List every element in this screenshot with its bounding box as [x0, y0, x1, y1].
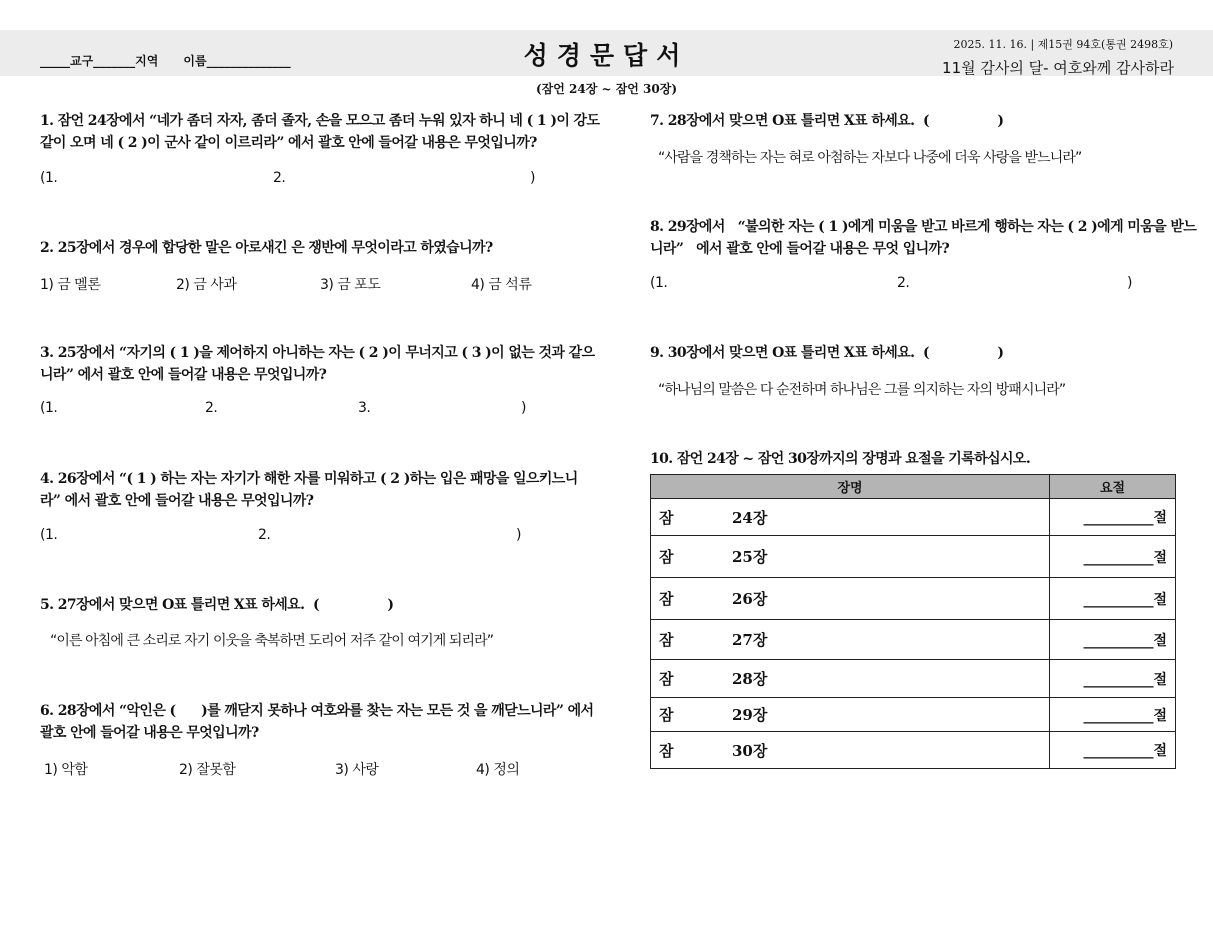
question-8: 8. 29장에서 “불의한 자는 ( 1 )에게 미움을 받고 바르게 행하는 자는 ( 2 )에게 미움을 받느 니라” 에서 괄호 안에 들어갈 내용은 무엇 입니까? — [650, 219, 1197, 257]
question-7: 7. 28장에서 맞으면 O표 틀리면 X표 하세요. ( ) — [650, 113, 1004, 129]
table-row: 잠 24장 __________절 — [651, 499, 1176, 536]
question-4: 4. 26장에서 “( 1 ) 하는 자는 자기가 해한 자를 미워하고 ( 2 )하는 입은 패망을 일으키느니 라” 에서 괄호 안에 들어갈 내용은 무엇입니까? — [40, 471, 578, 509]
document-title: 성경문답서 — [523, 41, 690, 70]
verse-blank[interactable]: __________절 — [1050, 536, 1176, 578]
table-row: 잠 30장 __________절 — [651, 732, 1176, 769]
verse-blank[interactable]: __________절 — [1050, 732, 1176, 769]
verse-blank[interactable]: __________절 — [1050, 698, 1176, 732]
question-2: 2. 25장에서 경우에 합당한 말은 아로새긴 은 쟁반에 무엇이라고 하였습니까? — [40, 240, 493, 256]
chapter-range: (잠언 24장 ~ 잠언 30장) — [535, 82, 678, 96]
verse-blank[interactable]: __________절 — [1050, 660, 1176, 698]
table-row: 잠 26장 __________절 — [651, 578, 1176, 620]
issue-info: 2025. 11. 16. | 제15권 94호(통권 2498호) — [953, 38, 1173, 51]
question-5-statement: “이른 아침에 큰 소리로 자기 이웃을 축복하면 도리어 저주 같이 여기게 되리라” — [50, 633, 494, 649]
question-6: 6. 28장에서 “악인은 ( )를 깨닫지 못하나 여호와를 찾는 자는 모든 것 을 깨닫느니라” 에서 괄호 안에 들어갈 내용은 무엇입니까? — [40, 703, 594, 741]
question-10: 10. 잠언 24장 ~ 잠언 30장까지의 장명과 요절을 기록하십시오. — [650, 451, 1031, 467]
question-7-statement: “사람을 경책하는 자는 혀로 아첨하는 자보다 나중에 더욱 사랑을 받느니라” — [658, 150, 1082, 166]
verse-blank[interactable]: __________절 — [1050, 499, 1176, 536]
table-row: 잠 29장 __________절 — [651, 698, 1176, 732]
table-row: 잠 25장 __________절 — [651, 536, 1176, 578]
name-fields: _____교구_______지역 이름______________ — [40, 54, 291, 68]
question-5: 5. 27장에서 맞으면 O표 틀리면 X표 하세요. ( ) — [40, 597, 394, 613]
verse-blank[interactable]: __________절 — [1050, 578, 1176, 620]
month-theme: 11월 감사의 달- 여호와께 감사하라 — [942, 59, 1174, 77]
question-9: 9. 30장에서 맞으면 O표 틀리면 X표 하세요. ( ) — [650, 345, 1004, 361]
verse-blank[interactable]: __________절 — [1050, 620, 1176, 660]
column-header-verse: 요절 — [1050, 475, 1176, 499]
question-3: 3. 25장에서 “자기의 ( 1 )을 제어하지 아니하는 자는 ( 2 )이 무너지고 ( 3 )이 없는 것과 같으 니라” 에서 괄호 안에 들어갈 내용은 무엇입니까? — [40, 345, 595, 383]
column-header-chapter: 장명 — [651, 475, 1050, 499]
table-row: 잠 28장 __________절 — [651, 660, 1176, 698]
question-1: 1. 잠언 24장에서 “네가 좀더 자자, 좀더 졸자, 손을 모으고 좀더 누워 있자 하니 네 ( 1 )이 강도 같이 오며 네 ( 2 )이 군사 같이 이르리라” 에서 괄호 안에 들어갈 내용은 무엇입니까? — [40, 113, 600, 151]
table-row: 잠 27장 __________절 — [651, 620, 1176, 660]
question-9-statement: “하나님의 말씀은 다 순전하며 하나님은 그를 의지하는 자의 방패시니라” — [658, 382, 1066, 398]
chapter-verse-table — [650, 474, 1176, 769]
